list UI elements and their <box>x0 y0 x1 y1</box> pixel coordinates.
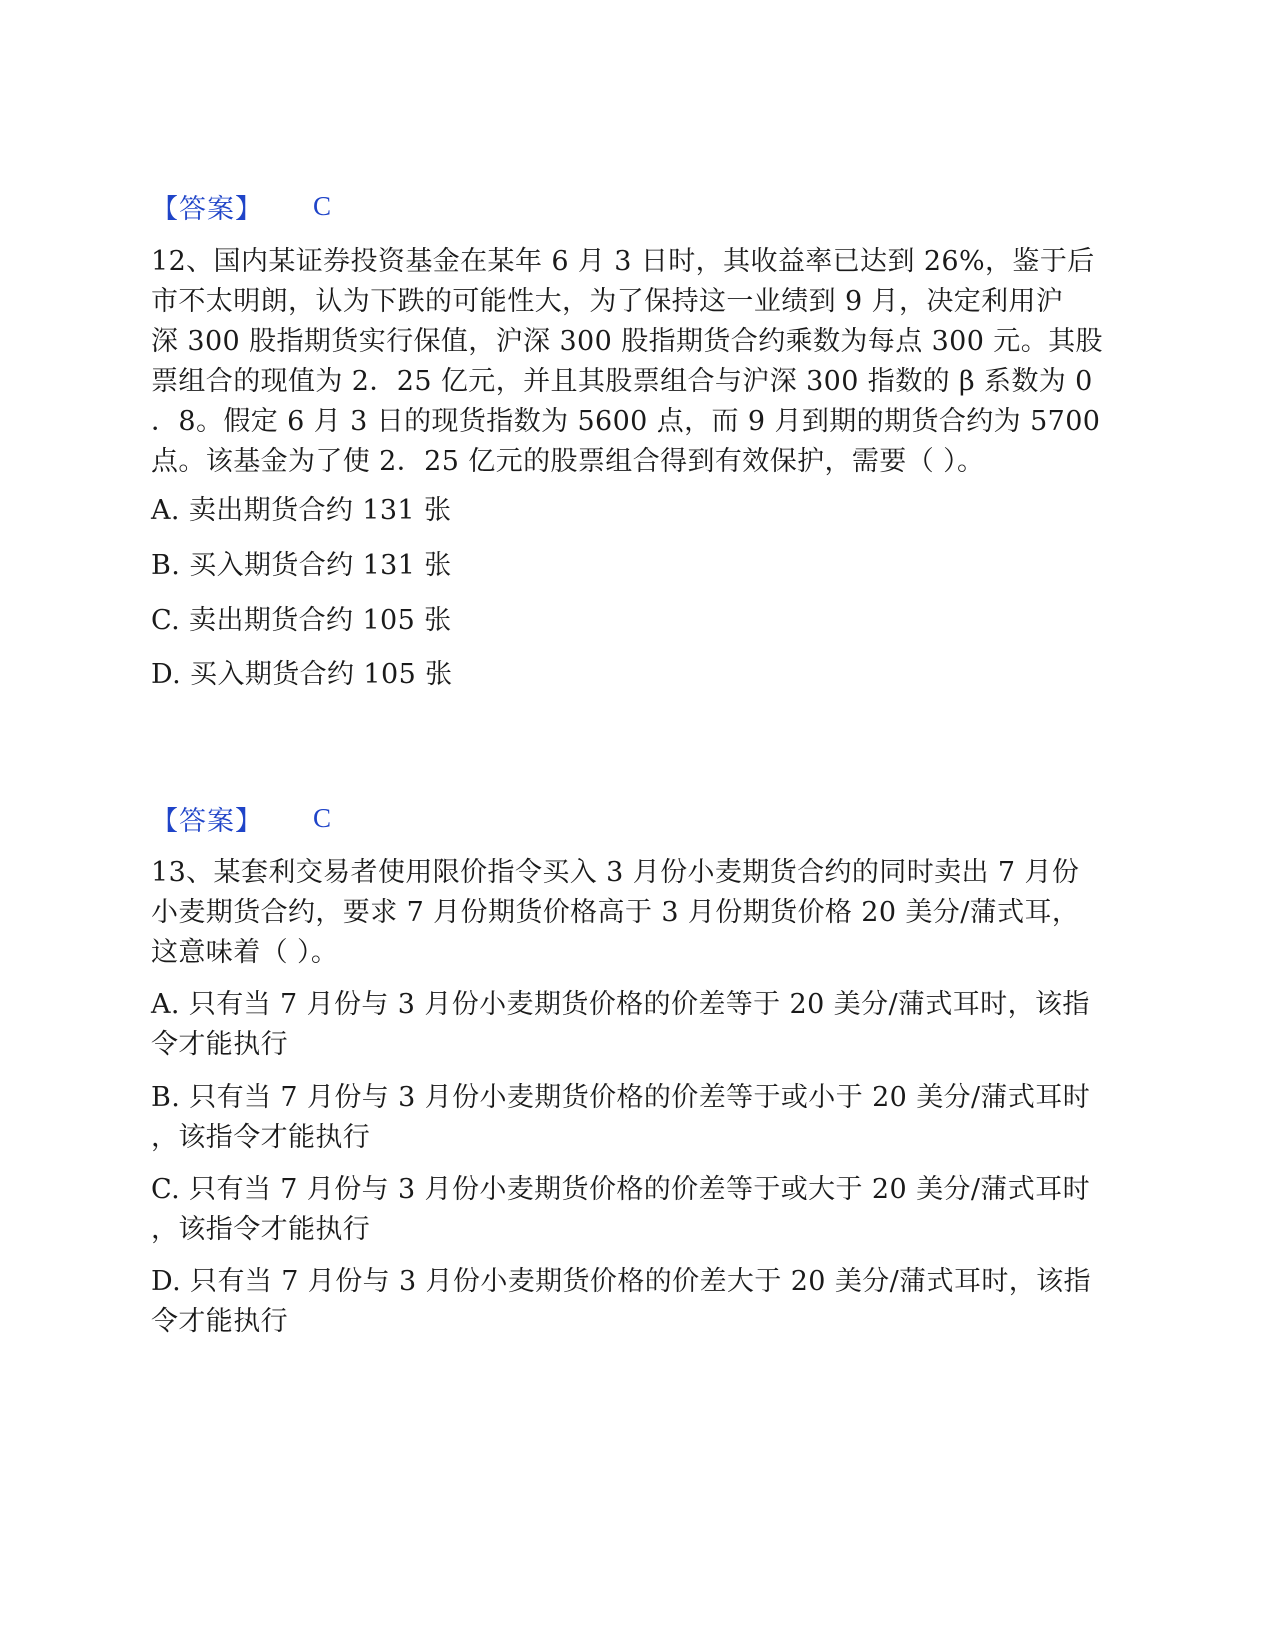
option-b <box>151 546 1126 586</box>
option-line: B. 只有当 7 月份与 3 月份小麦期货价格的价差等于或小于 20 美分/蒲式耳时 <box>151 1082 1091 1113</box>
option-d <box>151 655 1126 695</box>
option-line: A. 卖出期货合约 131 张 <box>151 495 452 526</box>
option-a <box>151 491 1126 531</box>
answer-label: 【答案】 <box>151 805 263 837</box>
question-line: 市不太明朗，认为下跌的可能性大，为了保持这一业绩到 9 月，决定利用沪 <box>151 286 1064 317</box>
option-line: C. 只有当 7 月份与 3 月份小麦期货价格的价差等于或大于 20 美分/蒲式耳时 <box>151 1174 1090 1205</box>
option-line: D. 买入期货合约 105 张 <box>151 659 453 690</box>
question-13 <box>151 853 1126 973</box>
option-line: A. 只有当 7 月份与 3 月份小麦期货价格的价差等于 20 美分/蒲式耳时，该指 <box>151 989 1090 1020</box>
option-c <box>151 601 1126 641</box>
answer-value: C <box>313 190 332 221</box>
option-line: C. 卖出期货合约 105 张 <box>151 605 452 636</box>
question-line: ．8。假定 6 月 3 日的现货指数为 5600 点，而 9 月到期的期货合约为 5700 <box>151 406 1101 437</box>
option-c <box>151 1170 1126 1250</box>
question-line: 小麦期货合约，要求 7 月份期货价格高于 3 月份期货价格 20 美分/蒲式耳， <box>151 897 1080 928</box>
answer-row <box>151 186 331 226</box>
option-line: B. 买入期货合约 131 张 <box>151 550 452 581</box>
question-line: 深 300 股指期货实行保值，沪深 300 股指期货合约乘数为每点 300 元。其股 <box>151 326 1103 357</box>
option-d <box>151 1262 1126 1342</box>
option-a <box>151 985 1126 1065</box>
question-line: 票组合的现值为 2．25 亿元，并且其股票组合与沪深 300 指数的 β 系数为 0 <box>151 366 1093 397</box>
question-line: 13、某套利交易者使用限价指令买入 3 月份小麦期货合约的同时卖出 7 月份 <box>151 857 1080 888</box>
question-line: 12、国内某证券投资基金在某年 6 月 3 日时，其收益率已达到 26%，鉴于后 <box>151 246 1095 277</box>
option-line: D. 只有当 7 月份与 3 月份小麦期货价格的价差大于 20 美分/蒲式耳时，该指 <box>151 1266 1091 1297</box>
option-line: ，该指令才能执行 <box>151 1214 371 1245</box>
option-line: 令才能执行 <box>151 1306 288 1337</box>
question-line: 点。该基金为了使 2．25 亿元的股票组合得到有效保护，需要（ ）。 <box>151 446 985 477</box>
question-12 <box>151 242 1126 482</box>
answer-value: C <box>313 802 332 833</box>
option-line: ，该指令才能执行 <box>151 1122 371 1153</box>
question-line: 这意味着（ ）。 <box>151 937 339 968</box>
option-line: 令才能执行 <box>151 1029 288 1060</box>
option-b <box>151 1078 1126 1158</box>
answer-row <box>151 798 331 838</box>
answer-label: 【答案】 <box>151 193 263 225</box>
